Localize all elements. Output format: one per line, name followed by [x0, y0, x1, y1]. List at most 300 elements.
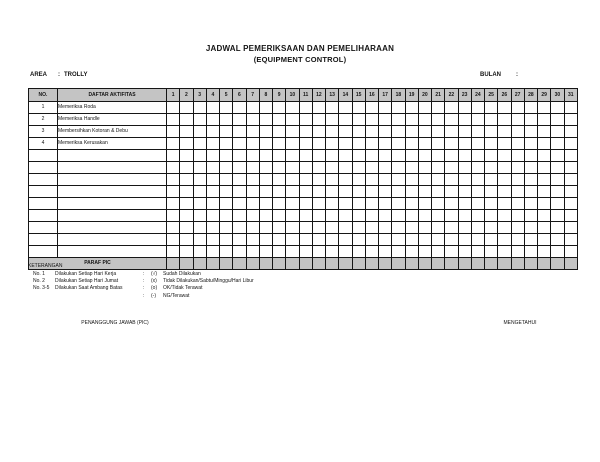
day-cell [352, 222, 365, 234]
day-cell [259, 234, 272, 246]
day-cell [352, 162, 365, 174]
day-cell [524, 102, 537, 114]
day-cell [405, 186, 418, 198]
day-cell [418, 162, 431, 174]
activity-header-cell: DAFTAR AKTIFITAS [58, 89, 167, 102]
day-cell [339, 210, 352, 222]
day-cell [538, 210, 551, 222]
paraf-day-cell [206, 258, 219, 270]
day-cell [193, 174, 206, 186]
paraf-day-cell [246, 258, 259, 270]
paraf-day-cell [485, 258, 498, 270]
day-cell [392, 246, 405, 258]
activity-cell [58, 210, 167, 222]
day-cell [405, 174, 418, 186]
day-header-cell: 7 [246, 89, 259, 102]
day-cell [365, 162, 378, 174]
day-cell [485, 114, 498, 126]
area-value: TROLLY [64, 72, 88, 78]
day-cell [471, 222, 484, 234]
day-cell [312, 150, 325, 162]
day-cell [326, 186, 339, 198]
day-cell [273, 102, 286, 114]
day-cell [511, 246, 524, 258]
day-cell [180, 138, 193, 150]
day-cell [339, 114, 352, 126]
day-header-cell: 22 [445, 89, 458, 102]
day-cell [445, 102, 458, 114]
day-cell [339, 102, 352, 114]
activity-cell [58, 198, 167, 210]
paraf-day-cell [312, 258, 325, 270]
day-cell [432, 234, 445, 246]
day-cell [538, 138, 551, 150]
signature-pic-label: PENANGGUNG JAWAB (PIC) [81, 320, 149, 326]
day-cell [206, 210, 219, 222]
day-cell [193, 150, 206, 162]
day-cell [312, 174, 325, 186]
day-cell [432, 186, 445, 198]
month-line [480, 72, 518, 78]
day-cell [379, 186, 392, 198]
row-number-cell [29, 174, 58, 186]
day-cell [259, 198, 272, 210]
row-number-cell: 1 [29, 102, 58, 114]
area-separator: : [58, 72, 60, 78]
day-cell [365, 246, 378, 258]
empty-row [29, 234, 578, 246]
day-cell [392, 222, 405, 234]
legend-right-item [143, 271, 254, 278]
day-cell [524, 162, 537, 174]
day-cell [312, 186, 325, 198]
day-cell [299, 150, 312, 162]
day-cell [167, 246, 180, 258]
day-cell [418, 186, 431, 198]
day-header-cell: 17 [379, 89, 392, 102]
day-cell [220, 114, 233, 126]
paraf-day-cell [445, 258, 458, 270]
activity-cell [58, 174, 167, 186]
day-cell [538, 198, 551, 210]
day-cell [538, 186, 551, 198]
day-cell [246, 114, 259, 126]
day-cell [326, 114, 339, 126]
day-cell [379, 138, 392, 150]
legend-symbol: (-) [151, 292, 156, 299]
day-cell [299, 246, 312, 258]
legend-symbol-text: NG/Terawat [163, 292, 190, 299]
day-cell [392, 210, 405, 222]
activity-cell [58, 222, 167, 234]
day-cell [246, 246, 259, 258]
day-cell [445, 246, 458, 258]
day-cell [458, 210, 471, 222]
day-cell [485, 174, 498, 186]
day-cell [246, 162, 259, 174]
document-subtitle: (EQUIPMENT CONTROL) [253, 55, 347, 64]
day-cell [246, 150, 259, 162]
day-cell [259, 102, 272, 114]
day-header-cell: 28 [524, 89, 537, 102]
day-cell [458, 126, 471, 138]
day-cell [418, 198, 431, 210]
day-cell [418, 138, 431, 150]
day-cell [180, 102, 193, 114]
legend-symbol-text: Tidak Dilakukan/Sabtu/Minggu/Hari Libur [163, 278, 254, 285]
day-cell [445, 198, 458, 210]
day-cell [220, 126, 233, 138]
day-cell [259, 126, 272, 138]
empty-row [29, 246, 578, 258]
day-cell [551, 114, 564, 126]
row-number-cell [29, 162, 58, 174]
legend-left-item [33, 285, 123, 292]
activity-cell [58, 234, 167, 246]
day-cell [405, 114, 418, 126]
day-cell [564, 174, 578, 186]
day-cell [273, 198, 286, 210]
day-cell [167, 114, 180, 126]
day-cell [299, 174, 312, 186]
day-cell [299, 210, 312, 222]
day-cell [551, 150, 564, 162]
day-cell [379, 150, 392, 162]
paraf-day-cell [418, 258, 431, 270]
day-cell [339, 198, 352, 210]
day-cell [485, 162, 498, 174]
day-cell [273, 174, 286, 186]
day-cell [246, 222, 259, 234]
paraf-row [29, 258, 578, 270]
day-cell [286, 162, 299, 174]
day-cell [405, 234, 418, 246]
paraf-day-cell [273, 258, 286, 270]
paraf-day-cell [564, 258, 578, 270]
day-cell [193, 198, 206, 210]
day-cell [551, 186, 564, 198]
day-cell [167, 174, 180, 186]
day-cell [365, 174, 378, 186]
day-cell [180, 162, 193, 174]
legend-separator: : [143, 292, 145, 299]
legend-symbol: (x) [151, 278, 157, 285]
day-header-cell: 19 [405, 89, 418, 102]
day-cell [220, 222, 233, 234]
day-cell [180, 246, 193, 258]
day-cell [259, 138, 272, 150]
legend-left-item [33, 271, 123, 278]
day-cell [538, 246, 551, 258]
day-cell [299, 222, 312, 234]
day-cell [471, 138, 484, 150]
paraf-day-cell [538, 258, 551, 270]
day-cell [167, 186, 180, 198]
day-cell [352, 246, 365, 258]
day-cell [379, 162, 392, 174]
day-cell [471, 150, 484, 162]
day-cell [511, 126, 524, 138]
day-header-cell: 5 [220, 89, 233, 102]
day-cell [352, 102, 365, 114]
activity-cell [58, 186, 167, 198]
day-cell [379, 246, 392, 258]
day-cell [352, 114, 365, 126]
day-cell [299, 162, 312, 174]
activity-cell [58, 246, 167, 258]
day-cell [432, 162, 445, 174]
day-cell [206, 246, 219, 258]
day-header-cell: 18 [392, 89, 405, 102]
day-header-cell: 3 [193, 89, 206, 102]
day-cell [233, 162, 246, 174]
day-cell [273, 210, 286, 222]
day-cell [445, 126, 458, 138]
day-cell [445, 174, 458, 186]
row-number-cell [29, 234, 58, 246]
day-cell [286, 150, 299, 162]
activity-cell [58, 162, 167, 174]
day-cell [286, 138, 299, 150]
legend-right-item [143, 293, 254, 300]
legend-item-text: Dilakukan Setiap Hari Jumat [55, 278, 119, 285]
day-cell [326, 162, 339, 174]
empty-row [29, 174, 578, 186]
day-cell [206, 198, 219, 210]
day-header-cell: 27 [511, 89, 524, 102]
day-header-cell: 20 [418, 89, 431, 102]
day-cell [485, 222, 498, 234]
day-cell [220, 102, 233, 114]
day-cell [498, 126, 511, 138]
legend-symbol-text: Sudah Dilakukan [163, 271, 201, 277]
day-cell [405, 246, 418, 258]
day-cell [498, 222, 511, 234]
day-header-cell: 2 [180, 89, 193, 102]
paraf-day-cell [352, 258, 365, 270]
day-cell [365, 234, 378, 246]
day-cell [564, 186, 578, 198]
day-cell [564, 234, 578, 246]
day-cell [180, 210, 193, 222]
activity-cell: Memeriksa Kerusakan [58, 138, 167, 150]
day-cell [312, 114, 325, 126]
day-cell [326, 126, 339, 138]
day-cell [286, 102, 299, 114]
day-cell [524, 174, 537, 186]
day-cell [206, 162, 219, 174]
legend-item-number: No. 3-5 [33, 285, 50, 292]
day-cell [365, 198, 378, 210]
day-cell [392, 162, 405, 174]
day-header-cell: 24 [471, 89, 484, 102]
day-cell [418, 246, 431, 258]
day-cell [458, 246, 471, 258]
day-header-cell: 9 [273, 89, 286, 102]
day-cell [233, 114, 246, 126]
day-cell [193, 222, 206, 234]
paraf-day-cell [286, 258, 299, 270]
day-cell [339, 150, 352, 162]
day-cell [379, 222, 392, 234]
day-cell [551, 246, 564, 258]
day-header-cell: 29 [538, 89, 551, 102]
day-cell [432, 198, 445, 210]
day-cell [405, 126, 418, 138]
day-cell [471, 162, 484, 174]
day-cell [405, 222, 418, 234]
day-cell [193, 162, 206, 174]
day-cell [445, 150, 458, 162]
row-number-cell [29, 198, 58, 210]
day-cell [538, 114, 551, 126]
row-number-cell: 2 [29, 114, 58, 126]
day-cell [485, 246, 498, 258]
day-cell [326, 246, 339, 258]
day-cell [233, 126, 246, 138]
day-cell [193, 234, 206, 246]
day-cell [551, 138, 564, 150]
legend-left-item [33, 278, 123, 285]
day-cell [485, 102, 498, 114]
day-cell [392, 174, 405, 186]
activity-cell [58, 150, 167, 162]
day-cell [259, 210, 272, 222]
empty-row [29, 186, 578, 198]
day-cell [498, 102, 511, 114]
day-cell [273, 222, 286, 234]
day-cell [352, 138, 365, 150]
day-cell [471, 126, 484, 138]
paraf-day-cell [471, 258, 484, 270]
row-number-cell [29, 186, 58, 198]
month-separator: : [516, 72, 518, 78]
day-cell [339, 222, 352, 234]
activity-cell: Memeriksa Roda [58, 102, 167, 114]
paraf-day-cell [432, 258, 445, 270]
day-cell [379, 174, 392, 186]
day-cell [551, 222, 564, 234]
legend-symbol: (o) [151, 285, 158, 292]
day-cell [220, 246, 233, 258]
day-cell [180, 114, 193, 126]
day-cell [458, 114, 471, 126]
day-header-cell: 11 [299, 89, 312, 102]
paraf-day-cell [551, 258, 564, 270]
day-cell [392, 126, 405, 138]
day-cell [180, 222, 193, 234]
day-cell [498, 150, 511, 162]
day-cell [246, 198, 259, 210]
day-cell [538, 162, 551, 174]
day-cell [538, 222, 551, 234]
day-cell [564, 198, 578, 210]
day-cell [432, 174, 445, 186]
day-cell [273, 186, 286, 198]
day-cell [392, 138, 405, 150]
day-cell [471, 102, 484, 114]
day-cell [233, 138, 246, 150]
paraf-day-cell [524, 258, 537, 270]
day-cell [498, 114, 511, 126]
day-cell [312, 234, 325, 246]
day-cell [233, 186, 246, 198]
day-cell [432, 138, 445, 150]
day-cell [511, 162, 524, 174]
day-cell [458, 222, 471, 234]
day-cell [551, 126, 564, 138]
day-cell [326, 210, 339, 222]
day-cell [352, 126, 365, 138]
row-number-cell [29, 150, 58, 162]
day-cell [432, 114, 445, 126]
day-cell [511, 174, 524, 186]
day-cell [193, 126, 206, 138]
day-cell [259, 114, 272, 126]
day-cell [352, 150, 365, 162]
day-cell [365, 150, 378, 162]
area-label: AREA [30, 72, 48, 78]
day-cell [524, 150, 537, 162]
day-cell [471, 198, 484, 210]
day-cell [551, 102, 564, 114]
day-cell [339, 186, 352, 198]
day-cell [458, 138, 471, 150]
day-header-cell: 30 [551, 89, 564, 102]
day-cell [220, 162, 233, 174]
day-cell [551, 234, 564, 246]
day-cell [299, 234, 312, 246]
day-cell [299, 102, 312, 114]
day-cell [418, 222, 431, 234]
row-number-cell [29, 246, 58, 258]
day-cell [246, 210, 259, 222]
day-cell [193, 210, 206, 222]
day-cell [365, 210, 378, 222]
header-row [29, 89, 578, 102]
day-cell [524, 234, 537, 246]
day-cell [511, 222, 524, 234]
day-cell [193, 138, 206, 150]
day-cell [259, 246, 272, 258]
legend-right-item [143, 285, 254, 292]
day-cell [551, 162, 564, 174]
day-cell [339, 126, 352, 138]
day-cell [233, 234, 246, 246]
paraf-day-cell [193, 258, 206, 270]
day-cell [365, 102, 378, 114]
day-cell [180, 174, 193, 186]
day-cell [286, 210, 299, 222]
day-header-cell: 16 [365, 89, 378, 102]
day-cell [511, 198, 524, 210]
day-cell [193, 186, 206, 198]
day-cell [551, 210, 564, 222]
day-cell [485, 210, 498, 222]
day-cell [299, 138, 312, 150]
day-cell [524, 114, 537, 126]
paraf-day-cell [339, 258, 352, 270]
day-cell [405, 138, 418, 150]
day-cell [246, 102, 259, 114]
day-cell [418, 210, 431, 222]
day-cell [206, 150, 219, 162]
day-cell [326, 150, 339, 162]
day-cell [193, 246, 206, 258]
day-cell [312, 102, 325, 114]
day-cell [432, 222, 445, 234]
day-cell [498, 234, 511, 246]
